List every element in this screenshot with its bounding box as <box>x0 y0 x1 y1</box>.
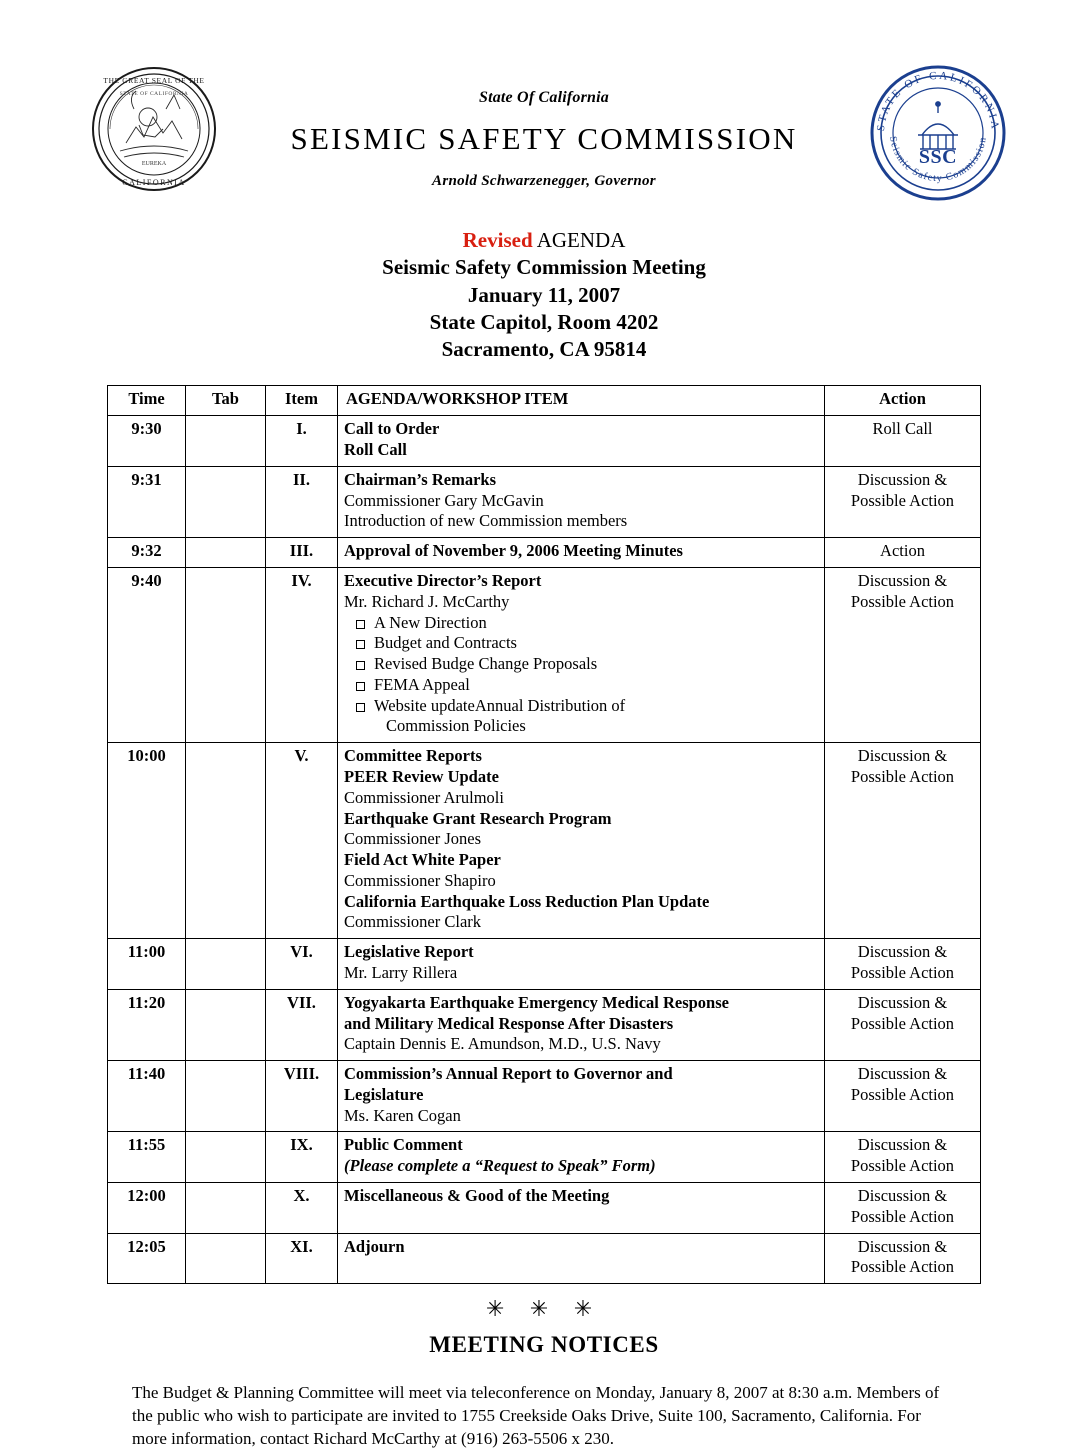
cell-agenda-item <box>338 466 825 537</box>
action-line: Possible Action <box>850 1084 955 1104</box>
agenda-item-line: Field Act White Paper <box>344 850 501 870</box>
agenda-item-line: Mr. Richard J. McCarthy <box>344 591 510 611</box>
meeting-notices-heading: MEETING NOTICES <box>429 1332 659 1358</box>
action-line: Discussion & <box>857 942 948 962</box>
cell-item-number: V. <box>266 743 338 939</box>
meeting-location: State Capitol, Room 4202 <box>429 309 659 334</box>
agenda-item-line: Committee Reports <box>344 746 482 766</box>
cell-action <box>825 743 981 939</box>
table-row <box>108 567 981 742</box>
agenda-item-line: Mr. Larry Rillera <box>344 963 458 983</box>
bullet-label-continued: Commission Policies <box>386 716 526 736</box>
bullet-label: Revised Budge Change Proposals <box>374 654 598 674</box>
great-seal-of-california-icon <box>90 65 218 193</box>
cell-item-number: X. <box>266 1183 338 1234</box>
action-line: Discussion & <box>857 469 948 489</box>
state-of-california-label: State Of California <box>478 89 610 106</box>
list-item <box>344 675 818 696</box>
square-bullet-icon <box>356 703 365 712</box>
agenda-item-line: Commissioner Shapiro <box>344 870 496 890</box>
agenda-item-line: Commissioner Arulmoli <box>344 787 504 807</box>
action-line: Discussion & <box>857 570 948 590</box>
svg-text:CALIFORNIA: CALIFORNIA <box>122 178 186 187</box>
bullet-label: FEMA Appeal <box>374 674 470 694</box>
cell-agenda-item <box>338 567 825 742</box>
meeting-name: Seismic Safety Commission Meeting <box>382 255 706 280</box>
cell-time: 11:40 <box>108 1061 186 1132</box>
cell-agenda-item <box>338 416 825 467</box>
table-row <box>108 538 981 568</box>
agenda-item-line: Commissioner Jones <box>344 829 482 849</box>
action-line: Possible Action <box>850 766 955 786</box>
cell-tab <box>186 567 266 742</box>
action-line: Roll Call <box>872 419 933 439</box>
agenda-item-line: Roll Call <box>344 440 407 460</box>
column-header-action: Action <box>825 386 981 416</box>
cell-action <box>825 1183 981 1234</box>
svg-text:STATE OF CALIFORNIA: STATE OF CALIFORNIA <box>119 91 189 97</box>
cell-tab <box>186 466 266 537</box>
agenda-item-line: California Earthquake Loss Reduction Plan Update <box>344 891 710 911</box>
cell-agenda-item <box>338 1183 825 1234</box>
cell-time: 9:30 <box>108 416 186 467</box>
list-item <box>344 613 818 634</box>
bullet-label: A New Direction <box>374 612 487 632</box>
table-row <box>108 1183 981 1234</box>
table-row <box>108 1132 981 1183</box>
cell-action <box>825 989 981 1060</box>
cell-time: 9:40 <box>108 567 186 742</box>
agenda-item-line: Yogyakarta Earthquake Emergency Medical Response <box>344 992 729 1012</box>
governor-label: Arnold Schwarzenegger, Governor <box>432 173 656 189</box>
agenda-item-bullet-list <box>344 613 818 738</box>
cell-tab <box>186 1132 266 1183</box>
cell-action <box>825 1233 981 1284</box>
cell-time: 11:00 <box>108 939 186 990</box>
cell-item-number: II. <box>266 466 338 537</box>
cell-agenda-item <box>338 1061 825 1132</box>
cell-tab <box>186 1061 266 1132</box>
action-line: Possible Action <box>850 490 955 510</box>
cell-action <box>825 1061 981 1132</box>
cell-agenda-item <box>338 1233 825 1284</box>
meeting-notice-text: The Budget & Planning Committee will meet via teleconference on Monday, January 8, 2007 at 8:30 a.m. Members of the public who wish to participate are invited to 1755 Creekside Oaks Drive, Suite 100, Sacramento, California. For more information, contact Richard McCarthy at (916) 263-5506 x 230. <box>132 1383 940 1448</box>
square-bullet-icon <box>356 661 365 670</box>
cell-action <box>825 939 981 990</box>
meeting-city: Sacramento, CA 95814 <box>441 337 647 362</box>
agenda-heading <box>70 227 1018 254</box>
document-header <box>70 55 1018 215</box>
square-bullet-icon <box>356 640 365 649</box>
agenda-title-block <box>70 227 1018 363</box>
agenda-item-line: Miscellaneous & Good of the Meeting <box>344 1186 610 1206</box>
action-line: Possible Action <box>850 963 955 983</box>
agenda-item-line: (Please complete a “Request to Speak” Form) <box>344 1156 656 1176</box>
table-row <box>108 743 981 939</box>
commission-title: SEISMIC SAFETY COMMISSION <box>290 121 798 156</box>
agenda-item-line: Executive Director’s Report <box>344 570 542 590</box>
cell-agenda-item <box>338 1132 825 1183</box>
cell-time: 11:20 <box>108 989 186 1060</box>
square-bullet-icon <box>356 682 365 691</box>
action-line: Discussion & <box>857 1236 948 1256</box>
cell-time: 12:05 <box>108 1233 186 1284</box>
cell-agenda-item <box>338 989 825 1060</box>
action-line: Action <box>880 541 925 561</box>
agenda-item-line: Adjourn <box>344 1236 405 1256</box>
column-header-item: Item <box>266 386 338 416</box>
agenda-table <box>107 385 981 1284</box>
agenda-item-line: Earthquake Grant Research Program <box>344 808 612 828</box>
svg-text:EUREKA: EUREKA <box>141 161 167 167</box>
cell-item-number: IV. <box>266 567 338 742</box>
cell-time: 9:31 <box>108 466 186 537</box>
cell-tab <box>186 989 266 1060</box>
action-line: Discussion & <box>857 1064 948 1084</box>
meeting-date: January 11, 2007 <box>467 282 621 307</box>
cell-tab <box>186 1183 266 1234</box>
cell-item-number: IX. <box>266 1132 338 1183</box>
svg-text:SSC: SSC <box>918 146 958 168</box>
agenda-item-line: Commission’s Annual Report to Governor and <box>344 1064 673 1084</box>
column-header-agenda-item: AGENDA/WORKSHOP ITEM <box>338 386 825 416</box>
cell-item-number: XI. <box>266 1233 338 1284</box>
cell-tab <box>186 1233 266 1284</box>
agenda-item-line: Legislative Report <box>344 942 474 962</box>
agenda-item-line: Call to Order <box>344 419 440 439</box>
cell-tab <box>186 538 266 568</box>
list-item <box>344 654 818 675</box>
stars-divider: ✳ ✳ ✳ <box>485 1296 603 1322</box>
cell-time: 10:00 <box>108 743 186 939</box>
cell-action <box>825 567 981 742</box>
bullet-label: Website updateAnnual Distribution of <box>374 695 626 715</box>
cell-tab <box>186 743 266 939</box>
cell-time: 11:55 <box>108 1132 186 1183</box>
ssc-seal-icon <box>868 63 1008 203</box>
agenda-item-line: Ms. Karen Cogan <box>344 1105 461 1125</box>
table-row <box>108 1061 981 1132</box>
svg-text:STATE OF CALIFORNIA: STATE OF CALIFORNIA <box>874 69 1002 132</box>
action-line: Possible Action <box>850 591 955 611</box>
cell-time: 12:00 <box>108 1183 186 1234</box>
agenda-item-line: Captain Dennis E. Amundson, M.D., U.S. Navy <box>344 1034 661 1054</box>
action-line: Discussion & <box>857 992 948 1012</box>
cell-item-number: I. <box>266 416 338 467</box>
cell-agenda-item <box>338 743 825 939</box>
agenda-item-line: Legislature <box>344 1084 424 1104</box>
action-line: Possible Action <box>850 1257 955 1277</box>
revised-label: Revised <box>462 228 533 252</box>
svg-text:THE GREAT SEAL OF THE: THE GREAT SEAL OF THE <box>103 76 205 85</box>
cell-tab <box>186 939 266 990</box>
bullet-label: Budget and Contracts <box>374 633 517 653</box>
cell-action <box>825 416 981 467</box>
square-bullet-icon <box>356 620 365 629</box>
cell-item-number: VII. <box>266 989 338 1060</box>
cell-agenda-item <box>338 538 825 568</box>
agenda-item-line: Commissioner Gary McGavin <box>344 490 544 510</box>
list-item <box>344 696 818 738</box>
cell-action <box>825 1132 981 1183</box>
table-header-row <box>108 386 981 416</box>
table-row <box>108 1233 981 1284</box>
cell-item-number: VI. <box>266 939 338 990</box>
list-item <box>344 633 818 654</box>
agenda-item-line: Public Comment <box>344 1135 463 1155</box>
agenda-item-line: Chairman’s Remarks <box>344 469 497 489</box>
action-line: Discussion & <box>857 1186 948 1206</box>
column-header-tab: Tab <box>186 386 266 416</box>
agenda-item-line: Approval of November 9, 2006 Meeting Minutes <box>344 541 683 561</box>
action-line: Possible Action <box>850 1013 955 1033</box>
agenda-item-line: Commissioner Clark <box>344 912 482 932</box>
cell-tab <box>186 416 266 467</box>
table-row <box>108 416 981 467</box>
action-line: Possible Action <box>850 1156 955 1176</box>
action-line: Discussion & <box>857 746 948 766</box>
action-line: Discussion & <box>857 1135 948 1155</box>
cell-agenda-item <box>338 939 825 990</box>
svg-text:Seismic Safety Commission: Seismic Safety Commission <box>887 135 989 185</box>
agenda-item-line: and Military Medical Response After Disasters <box>344 1013 674 1033</box>
cell-time: 9:32 <box>108 538 186 568</box>
column-header-time: Time <box>108 386 186 416</box>
agenda-word: AGENDA <box>536 228 626 252</box>
action-line: Possible Action <box>850 1206 955 1226</box>
table-row <box>108 466 981 537</box>
cell-action <box>825 538 981 568</box>
cell-item-number: VIII. <box>266 1061 338 1132</box>
cell-action <box>825 466 981 537</box>
table-row <box>108 939 981 990</box>
agenda-item-line: PEER Review Update <box>344 766 499 786</box>
table-row <box>108 989 981 1060</box>
cell-item-number: III. <box>266 538 338 568</box>
agenda-item-line: Introduction of new Commission members <box>344 511 628 531</box>
